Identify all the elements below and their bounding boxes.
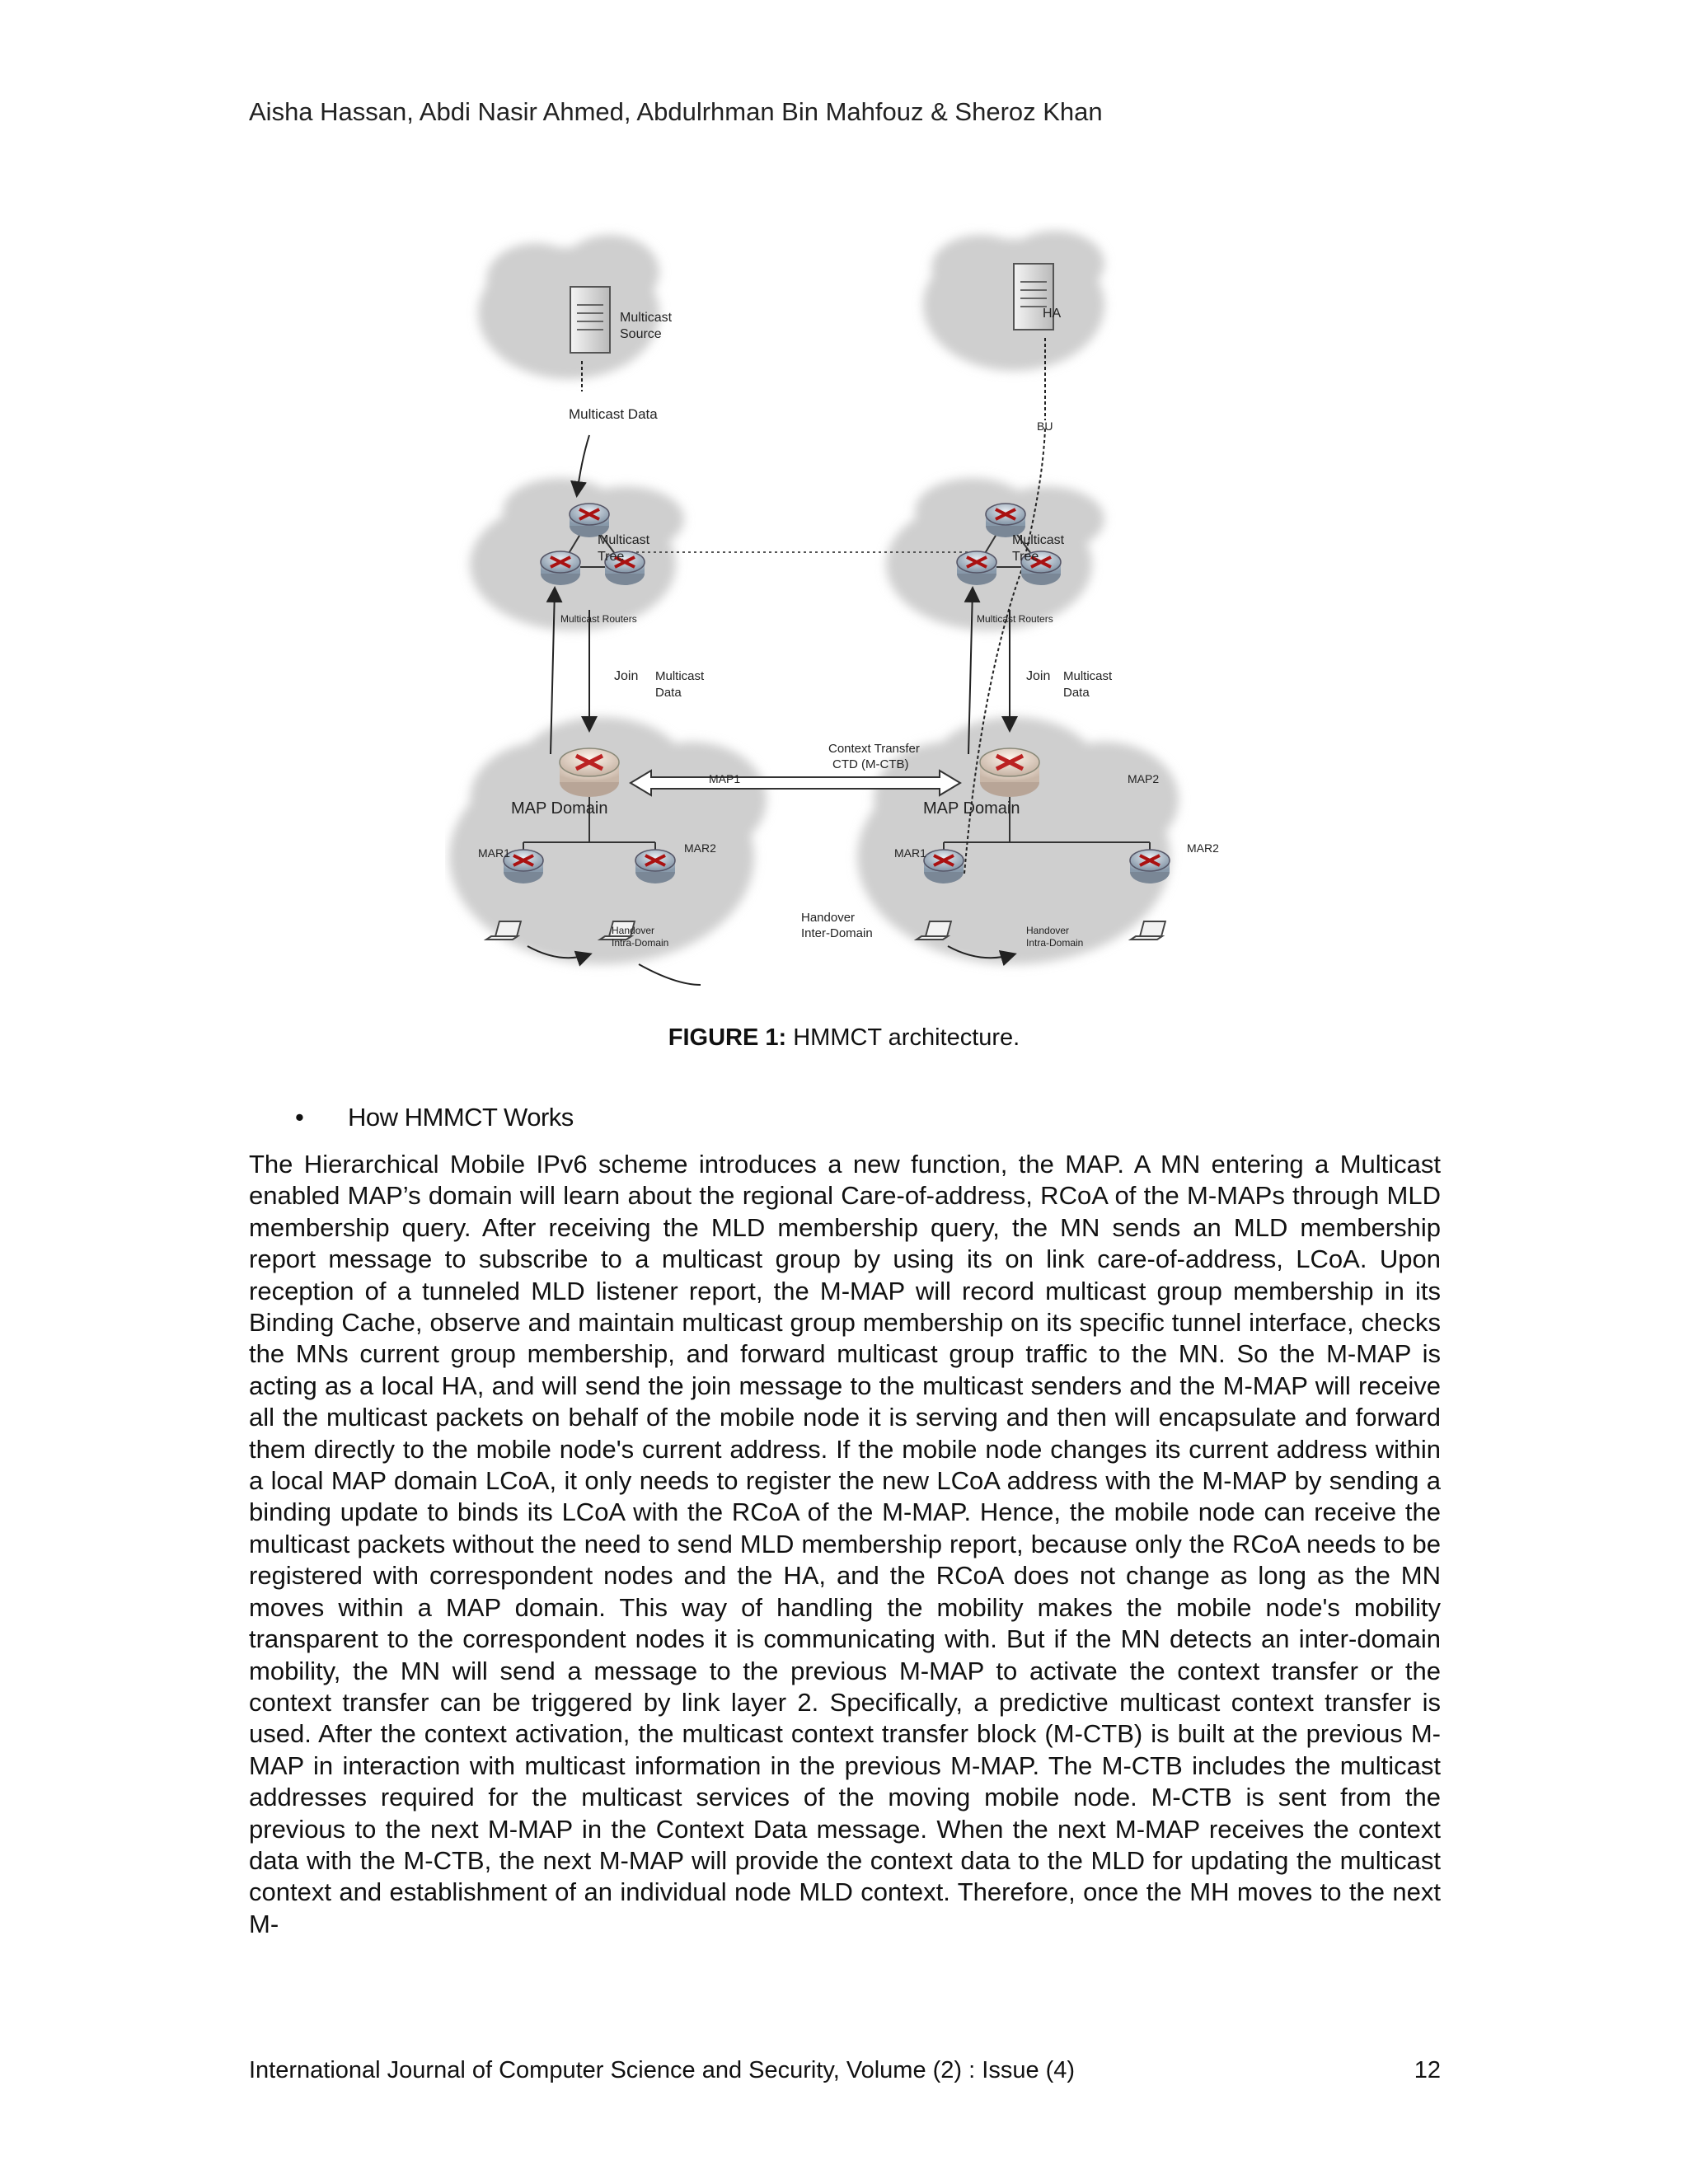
tree-router-icon <box>957 551 996 585</box>
label-ha: HA <box>1043 307 1062 321</box>
label-handover-mid-2: Inter-Domain <box>801 926 873 940</box>
label-mdata-left-1: Multicast <box>655 669 705 683</box>
label-handover-mid-1: Handover <box>801 911 856 925</box>
label-mar1-left: MAR1 <box>478 846 510 860</box>
running-header: Aisha Hassan, Abdi Nasir Ahmed, Abdulrhman Bin Mahfouz & Sheroz Khan <box>249 97 1103 126</box>
figure-hmmct-architecture <box>445 223 1278 1005</box>
label-handover-right-1: Handover <box>1026 925 1070 936</box>
map1-router-icon <box>560 748 619 797</box>
tree-router-icon <box>541 551 580 585</box>
label-handover-right-2: Intra-Domain <box>1026 937 1084 949</box>
label-mar1-right: MAR1 <box>894 846 926 860</box>
map2-router-icon <box>980 748 1039 797</box>
figure-caption <box>0 1024 1688 1052</box>
label-tree-left-1: Multicast <box>598 533 650 547</box>
multicast-source-server-icon <box>570 287 610 353</box>
page-number: 12 <box>1414 2057 1441 2083</box>
figure-caption-label: FIGURE 1: <box>668 1024 787 1051</box>
footer-journal: International Journal of Computer Science and Security, Volume (2) : Issue (4) <box>249 2057 1076 2083</box>
mar-router-icon <box>924 850 964 883</box>
cloud-multicast-tree-left <box>470 478 684 630</box>
cloud-multicast-tree-right <box>886 478 1104 630</box>
tree-router-icon <box>986 504 1025 537</box>
label-map-domain-left: MAP Domain <box>511 799 608 818</box>
label-map2: MAP2 <box>1128 772 1160 785</box>
label-mar2-left: MAR2 <box>684 841 716 855</box>
body-paragraph: The Hierarchical Mobile IPv6 scheme introduces a new function, the MAP. A MN entering a Multicast enabled MAP’s domain will learn about the regional Care-of-address, RCoA of the M-MAPs through MLD membership query. After receiving the MLD membership query, the MN sends an MLD membership report message to subscribe to a multicast group by using its on link care-of-address, LCoA. Upon reception of a tunneled MLD listener report, the M-MAP will record multicast group membership in its Binding Cache, observe and maintain multicast group membership on its specific tunnel interface, checks the MNs current group membership, and forward multicast group traffic to the MN. So the M-MAP is acting as a local HA, and will send the join message to the multicast senders and the M-MAP will receive all the multicast packets on behalf of the mobile node it is serving and then will encapsulate and forward them directly to the mobile node's current address. If the mobile node changes its current address within a local MAP domain LCoA, it only needs to register the new LCoA address with the M-MAP by sending a binding update to binds its LCoA with the RCoA of the M-MAP. Hence, the mobile node can receive the multicast packets without the need to send MLD membership report, because only the RCoA needs to be registered with correspondent nodes and the HA, and the RCoA does not change as long as the MN moves within a MAP domain. This way of handling the mobility makes the mobile node's mobility transparent to the correspondent nodes it is communicating with. But if the MN detects an inter-domain mobility, the MN will send a message to the previous M-MAP to activate the context transfer or the context transfer can be triggered by link layer 2. Specifically, a predictive multicast context transfer is used. After the context activation, the multicast context transfer block (M-CTB) is built at the previous M-MAP in interaction with multicast information in the previous M-MAP. The M-CTB includes the multicast addresses required for the multicast services of the moving mobile node. M-CTB is sent from the previous to the next M-MAP in the Context Data message. When the next M-MAP receives the context data with the M-CTB, the next M-MAP will provide the context data to the MLD for updating the multicast context and establishment of an individual node MLD context. Therefore, once the MH moves to the next M- <box>249 1150 1441 1938</box>
label-multicast-source-1: Multicast <box>620 311 673 325</box>
label-routers-right: Multicast Routers <box>977 613 1053 625</box>
label-context-transfer-2: CTD (M-CTB) <box>832 757 909 771</box>
laptop-icon <box>1131 921 1165 940</box>
label-multicast-source-2: Source <box>620 327 662 341</box>
label-handover-left-2: Intra-Domain <box>612 937 669 949</box>
bullet-text: How HMMCT Works <box>348 1103 574 1132</box>
label-routers-left: Multicast Routers <box>560 613 637 625</box>
label-context-transfer-1: Context Transfer <box>828 742 920 756</box>
mar-router-icon <box>1130 850 1170 883</box>
label-tree-right-2: Tree <box>1012 550 1039 564</box>
page-footer <box>249 2057 1441 2084</box>
label-bu: BU <box>1037 419 1053 433</box>
label-mdata-right-2: Data <box>1063 686 1090 700</box>
label-mdata-right-1: Multicast <box>1063 669 1113 683</box>
label-tree-left-2: Tree <box>598 550 625 564</box>
label-map-domain-right: MAP Domain <box>923 799 1020 818</box>
tree-router-icon <box>570 504 609 537</box>
mar-router-icon <box>635 850 675 883</box>
bullet-symbol: • <box>295 1103 304 1132</box>
label-map1: MAP1 <box>709 772 741 785</box>
label-join-right: Join <box>1026 669 1051 683</box>
label-handover-left-1: Handover <box>612 925 655 936</box>
label-tree-right-1: Multicast <box>1012 533 1065 547</box>
label-join-left: Join <box>614 669 639 683</box>
body-text <box>249 1149 1441 1940</box>
label-mar2-right: MAR2 <box>1187 841 1219 855</box>
cloud-multicast-source <box>478 235 659 379</box>
label-multicast-data: Multicast Data <box>569 406 658 422</box>
label-mdata-left-2: Data <box>655 686 682 700</box>
figure-caption-text: HMMCT architecture. <box>786 1024 1020 1051</box>
